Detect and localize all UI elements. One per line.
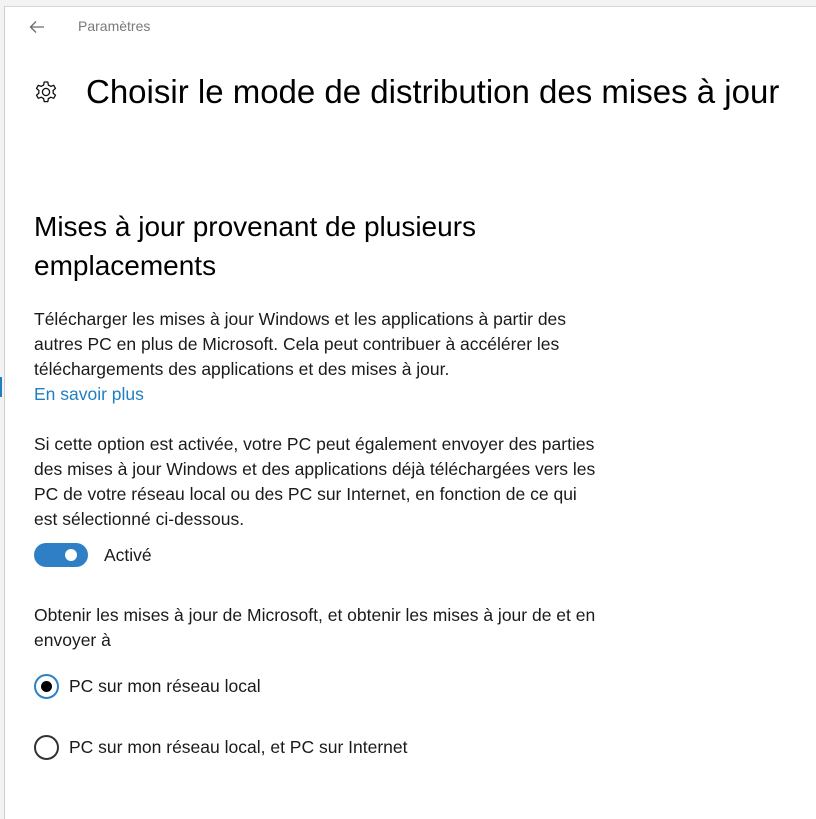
- page-header: [31, 73, 779, 111]
- section-title: Mises à jour provenant de plusieurs emplacements: [34, 211, 477, 281]
- gear-icon: [31, 77, 61, 107]
- radio-dot: [41, 681, 52, 692]
- toggle-knob: [65, 549, 77, 561]
- delivery-optimization-toggle[interactable]: [34, 543, 88, 567]
- description-sharing: Si cette option est activée, votre PC peut également envoyer des parties des mises à jour Windows et des applications déjà téléchargées vers les PC de votre réseau local ou des PC sur Internet, en fonction de ce qui est sélectionné ci-dessous.: [34, 434, 596, 529]
- radio-label-local-network: PC sur mon réseau local: [69, 676, 261, 696]
- back-arrow-icon: [29, 20, 45, 34]
- back-button[interactable]: [23, 13, 51, 41]
- description-download: Télécharger les mises à jour Windows et les applications à partir des autres PC en plus de Microsoft. Cela peut contribuer à accélérer les téléchargements des applications et des mises à jour.: [34, 309, 567, 379]
- radio-label-local-and-internet: PC sur mon réseau local, et PC sur Internet: [69, 737, 408, 757]
- description-source: Obtenir les mises à jour de Microsoft, et obtenir les mises à jour de et en envoyer à: [34, 605, 596, 650]
- radio-button-unchecked[interactable]: [34, 735, 59, 760]
- page-title: Choisir le mode de distribution des mises à jour: [86, 73, 780, 110]
- background-window-edge: [0, 377, 2, 397]
- radio-button-checked[interactable]: [34, 674, 59, 699]
- delivery-optimization-toggle-row: [34, 543, 152, 567]
- settings-window: [4, 6, 816, 819]
- window-title: Paramètres: [78, 18, 151, 34]
- learn-more-link[interactable]: En savoir plus: [34, 384, 144, 404]
- toggle-state-label: Activé: [104, 544, 152, 565]
- radio-option-local-and-internet[interactable]: [34, 735, 407, 760]
- radio-option-local-network[interactable]: [34, 674, 261, 699]
